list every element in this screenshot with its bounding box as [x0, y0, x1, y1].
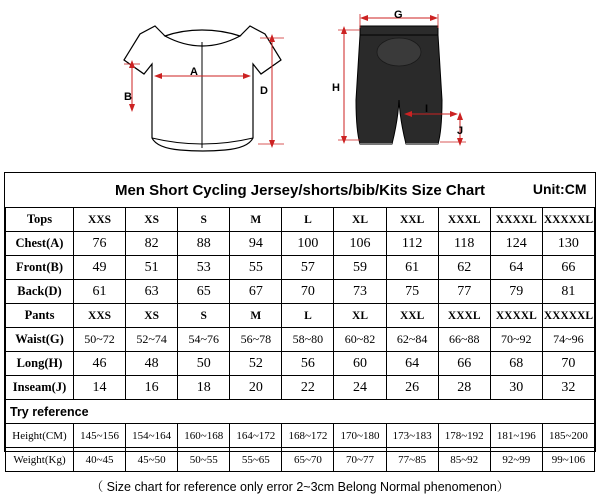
jersey-label-d: D: [260, 86, 268, 97]
chest-xxxxxl: 130: [542, 232, 594, 256]
shorts-label-i: I: [425, 104, 428, 115]
inseam-xxxl: 28: [438, 376, 490, 400]
table-row: [6, 328, 595, 352]
weight-s: 50~55: [178, 448, 230, 472]
waist-xxxxl: 70~92: [490, 328, 542, 352]
long-xxxxxl: 70: [542, 352, 594, 376]
waist-xxxl: 66~88: [438, 328, 490, 352]
pants-size-header-xxs: XXS: [74, 304, 126, 328]
chest-xl: 106: [334, 232, 386, 256]
height-xxxl: 178~192: [438, 424, 490, 448]
row-label-long: Long(H): [6, 352, 74, 376]
waist-xxxxxl: 74~96: [542, 328, 594, 352]
height-xxl: 173~183: [386, 424, 438, 448]
table-row: [6, 256, 595, 280]
inseam-xl: 24: [334, 376, 386, 400]
row-label-front: Front(B): [6, 256, 74, 280]
tops-label: Tops: [6, 208, 74, 232]
chest-m: 94: [230, 232, 282, 256]
height-xxxxxl: 185~200: [542, 424, 594, 448]
weight-xxxxl: 92~99: [490, 448, 542, 472]
size-header-xs: XS: [126, 208, 178, 232]
front-xxxxxl: 66: [542, 256, 594, 280]
front-m: 55: [230, 256, 282, 280]
footer-row: [6, 472, 595, 500]
front-xxxxl: 64: [490, 256, 542, 280]
chest-xxxxl: 124: [490, 232, 542, 256]
waist-l: 58~80: [282, 328, 334, 352]
waist-xs: 52~74: [126, 328, 178, 352]
back-l: 70: [282, 280, 334, 304]
pants-size-header-m: M: [230, 304, 282, 328]
page-title: Men Short Cycling Jersey/shorts/bib/Kits Size Chart: [115, 182, 485, 199]
front-l: 57: [282, 256, 334, 280]
back-xxxxxl: 81: [542, 280, 594, 304]
waist-xxl: 62~84: [386, 328, 438, 352]
weight-xl: 70~77: [334, 448, 386, 472]
weight-m: 55~65: [230, 448, 282, 472]
long-xxxl: 66: [438, 352, 490, 376]
size-header-m: M: [230, 208, 282, 232]
pants-size-header-xl: XL: [334, 304, 386, 328]
pants-header-row: [6, 304, 595, 328]
pants-size-header-xxxxxl: XXXXXL: [542, 304, 594, 328]
pants-size-header-l: L: [282, 304, 334, 328]
jersey-label-b: B: [124, 92, 132, 103]
pants-size-header-xs: XS: [126, 304, 178, 328]
size-header-xxxl: XXXL: [438, 208, 490, 232]
row-label-inseam: Inseam(J): [6, 376, 74, 400]
height-xl: 170~180: [334, 424, 386, 448]
size-header-l: L: [282, 208, 334, 232]
long-l: 56: [282, 352, 334, 376]
height-s: 160~168: [178, 424, 230, 448]
shorts-label-g: G: [394, 10, 403, 21]
unit-label: Unit:CM: [533, 181, 587, 197]
size-header-xxl: XXL: [386, 208, 438, 232]
waist-xl: 60~82: [334, 328, 386, 352]
jersey-illustration: [110, 8, 295, 168]
inseam-l: 22: [282, 376, 334, 400]
row-label-chest: Chest(A): [6, 232, 74, 256]
pants-label: Pants: [6, 304, 74, 328]
row-label-back: Back(D): [6, 280, 74, 304]
weight-l: 65~70: [282, 448, 334, 472]
long-xxl: 64: [386, 352, 438, 376]
table-row: [6, 424, 595, 448]
long-xxs: 46: [74, 352, 126, 376]
back-xxxxl: 79: [490, 280, 542, 304]
pants-size-header-xxxl: XXXL: [438, 304, 490, 328]
chest-xxxl: 118: [438, 232, 490, 256]
chest-xxs: 76: [74, 232, 126, 256]
size-header-xxxxl: XXXXL: [490, 208, 542, 232]
front-xxs: 49: [74, 256, 126, 280]
weight-xxs: 40~45: [74, 448, 126, 472]
long-xs: 48: [126, 352, 178, 376]
front-s: 53: [178, 256, 230, 280]
garment-diagram: [0, 0, 600, 172]
waist-xxs: 50~72: [74, 328, 126, 352]
row-label-waist: Waist(G): [6, 328, 74, 352]
back-xs: 63: [126, 280, 178, 304]
table-row: [6, 352, 595, 376]
try-reference-label: Try reference: [6, 400, 595, 424]
back-xl: 73: [334, 280, 386, 304]
chest-xxl: 112: [386, 232, 438, 256]
table-row: [6, 280, 595, 304]
chest-xs: 82: [126, 232, 178, 256]
waist-s: 54~76: [178, 328, 230, 352]
inseam-s: 18: [178, 376, 230, 400]
size-chart-table: [4, 172, 596, 452]
inseam-xxxxxl: 32: [542, 376, 594, 400]
row-label-weight: Weight(Kg): [6, 448, 74, 472]
table-row: [6, 448, 595, 472]
shorts-illustration: [330, 8, 490, 168]
size-header-s: S: [178, 208, 230, 232]
row-label-height: Height(CM): [6, 424, 74, 448]
inseam-xxs: 14: [74, 376, 126, 400]
front-xs: 51: [126, 256, 178, 280]
shorts-label-j: J: [457, 126, 463, 137]
long-xl: 60: [334, 352, 386, 376]
long-m: 52: [230, 352, 282, 376]
inseam-xs: 16: [126, 376, 178, 400]
weight-xxxxxl: 99~106: [542, 448, 594, 472]
front-xxxl: 62: [438, 256, 490, 280]
back-xxs: 61: [74, 280, 126, 304]
jersey-label-a: A: [190, 67, 198, 78]
inseam-xxxxl: 30: [490, 376, 542, 400]
table-row: [6, 232, 595, 256]
disclaimer-text: （ Size chart for reference only error 2~3cm Belong Normal phenomenon）: [6, 472, 595, 500]
height-m: 164~172: [230, 424, 282, 448]
size-header-xxs: XXS: [74, 208, 126, 232]
pants-size-header-xxl: XXL: [386, 304, 438, 328]
inseam-m: 20: [230, 376, 282, 400]
pants-size-header-xxxxl: XXXXL: [490, 304, 542, 328]
weight-xxl: 77~85: [386, 448, 438, 472]
front-xxl: 61: [386, 256, 438, 280]
long-s: 50: [178, 352, 230, 376]
back-xxxl: 77: [438, 280, 490, 304]
height-xs: 154~164: [126, 424, 178, 448]
tops-header-row: [6, 208, 595, 232]
chart-title-row: [6, 173, 595, 208]
height-l: 168~172: [282, 424, 334, 448]
weight-xxxl: 85~92: [438, 448, 490, 472]
back-m: 67: [230, 280, 282, 304]
table-row: [6, 376, 595, 400]
size-header-xxxxxl: XXXXXL: [542, 208, 594, 232]
back-xxl: 75: [386, 280, 438, 304]
front-xl: 59: [334, 256, 386, 280]
shorts-label-h: H: [332, 83, 340, 94]
weight-xs: 45~50: [126, 448, 178, 472]
long-xxxxl: 68: [490, 352, 542, 376]
chest-s: 88: [178, 232, 230, 256]
inseam-xxl: 26: [386, 376, 438, 400]
back-s: 65: [178, 280, 230, 304]
height-xxs: 145~156: [74, 424, 126, 448]
try-reference-row: [6, 400, 595, 424]
waist-m: 56~78: [230, 328, 282, 352]
chest-l: 100: [282, 232, 334, 256]
pants-size-header-s: S: [178, 304, 230, 328]
height-xxxxl: 181~196: [490, 424, 542, 448]
size-header-xl: XL: [334, 208, 386, 232]
